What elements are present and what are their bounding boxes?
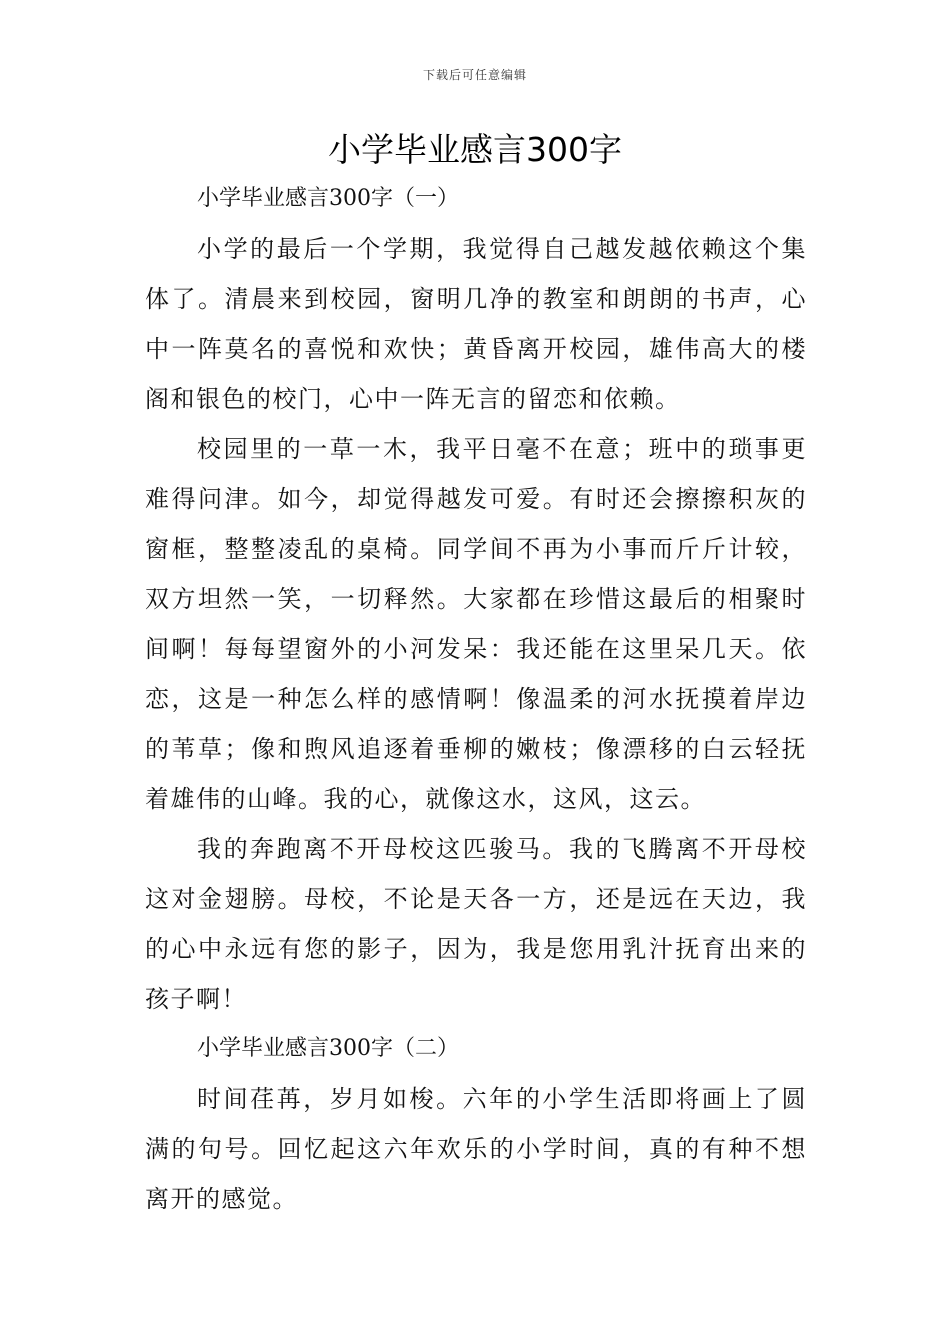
paragraph-2-1: 时间荏苒，岁月如梭。六年的小学生活即将画上了圆满的句号。回忆起这六年欢乐的小学时间，真的有种不想离开的感觉。 [145, 1085, 807, 1213]
header-note: 下载后可任意编辑 [422, 68, 527, 82]
section-heading-1: 小学毕业感言300字（一） [197, 186, 459, 211]
paragraph-1-2: 校园里的一草一木，我平日毫不在意；班中的琐事更难得问津。如今，却觉得越发可爱。有时还会擦擦积灰的窗框，整整凌乱的桌椅。同学间不再为小事而斤斤计较，双方坦然一笑，一切释然。大家都在珍惜这最后的相聚时间啊！每每望窗外的小河发呆：我还能在这里呆几天。依恋，这是一种怎么样的感情啊！像温柔的河水抚摸着岸边的苇草；像和煦风追逐着垂柳的嫩枝；像漂移的白云轻抚着雄伟的山峰。我的心，就像这水，这风，这云。 [145, 435, 807, 813]
section-heading-2: 小学毕业感言300字（二） [197, 1036, 459, 1061]
paragraph-1-1: 小学的最后一个学期，我觉得自己越发越依赖这个集体了。清晨来到校园，窗明几净的教室和朗朗的书声，心中一阵莫名的喜悦和欢快；黄昏离开校园，雄伟高大的楼阁和银色的校门，心中一阵无言的留恋和依赖。 [145, 235, 807, 413]
document-title: 小学毕业感言300字 [328, 130, 622, 169]
paragraph-1-3: 我的奔跑离不开母校这匹骏马。我的飞腾离不开母校这对金翅膀。母校，不论是天各一方，还是远在天边，我的心中永远有您的影子，因为，我是您用乳汁抚育出来的孩子啊！ [145, 835, 807, 1013]
document-body [145, 174, 807, 1224]
